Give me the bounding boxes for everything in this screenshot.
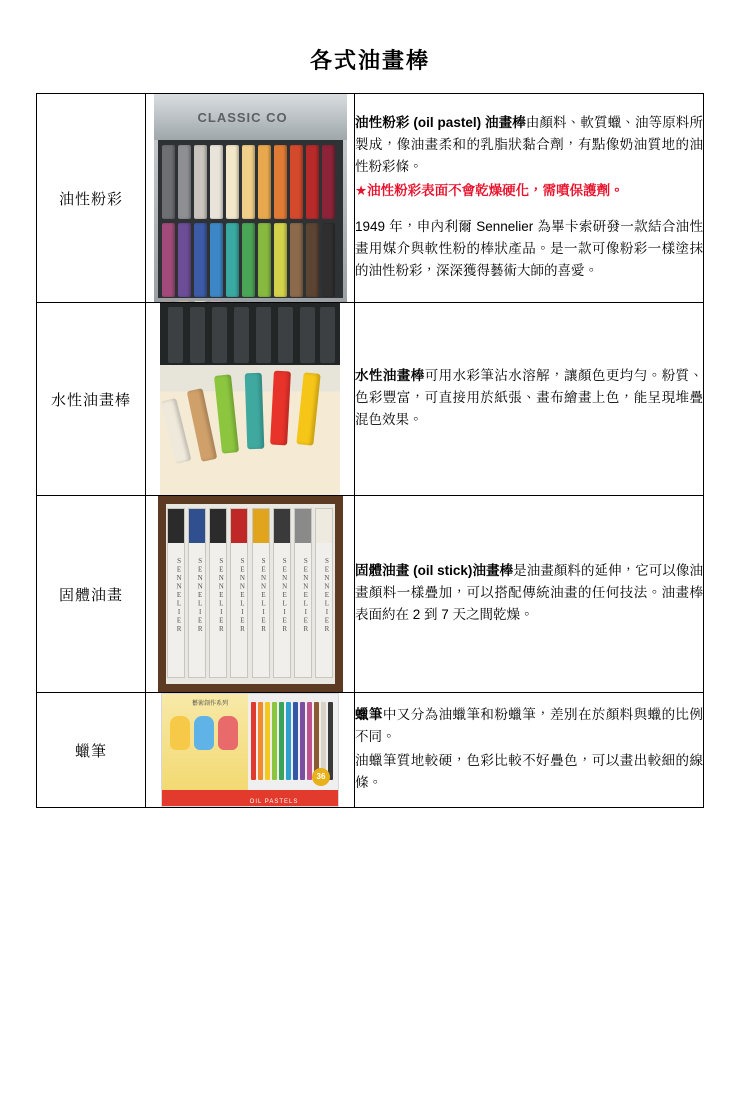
row-image-cell (146, 693, 355, 808)
desc-term: 固體油畫 (oil stick)油畫棒 (355, 563, 514, 579)
crayon-count-badge: 36 (312, 768, 330, 786)
oil-stick-brand-label: SENNELIER (259, 557, 268, 634)
crayon-bottom-label: OIL PASTELS (249, 799, 299, 805)
desc-term: 蠟筆 (355, 707, 383, 723)
row-description-cell (355, 94, 704, 303)
row-label-water-soluble: 水性油畫棒 (37, 303, 146, 496)
cartoon-characters (170, 716, 238, 750)
oil-stick-brand-label: SENNELIER (322, 557, 331, 634)
oil-stick-brand-label: SENNELIER (238, 557, 247, 634)
desc-term: 水性油畫棒 (355, 368, 425, 384)
oil-stick-brand-label: SENNELIER (301, 557, 310, 634)
oil-pastel-tray-photo (154, 94, 347, 302)
pastel-lid-label: CLASSIC CO (197, 110, 288, 125)
row-image-cell (146, 94, 355, 303)
row-description-cell (355, 496, 704, 693)
desc-highlight-note: ★油性粉彩表面不會乾燥硬化，需噴保護劑。 (355, 183, 624, 199)
row-label-oil-stick: 固體油畫 (37, 496, 146, 693)
table-row (37, 496, 704, 693)
desc-text: 中又分為油蠟筆和粉蠟筆，差別在於顏料與蠟的比例不同。 (355, 707, 703, 745)
oil-stick-brand-label: SENNELIER (175, 557, 184, 634)
row-label-oil-pastel: 油性粉彩 (37, 94, 146, 303)
oil-stick-tray (166, 504, 335, 684)
document-page (0, 44, 740, 1104)
table-row (37, 303, 704, 496)
row-description-cell (355, 693, 704, 808)
pastel-tray (158, 140, 343, 298)
dark-sticks-row (160, 303, 340, 365)
row-image-cell (146, 496, 355, 693)
desc-paragraph (355, 112, 703, 178)
desc-paragraph (355, 365, 703, 431)
water-soluble-oil-sticks-photo (160, 303, 340, 495)
desc-paragraph (355, 560, 703, 626)
oil-stick-brand-label: SENNELIER (196, 557, 205, 634)
crayon-top-label: 藝術創作系列 (192, 701, 229, 707)
oil-stick-brand-label: SENNELIER (280, 557, 289, 634)
desc-paragraph-2: 油蠟筆質地較硬，色彩比較不好疊色，可以畫出較細的線條。 (355, 753, 703, 790)
table-row (37, 693, 704, 808)
table-row (37, 94, 704, 303)
sennelier-oil-sticks-box-photo (158, 496, 343, 692)
desc-term: 油性粉彩 (oil pastel) 油畫棒 (355, 115, 526, 131)
pastel-types-table (36, 93, 704, 808)
row-image-cell (146, 303, 355, 496)
row-label-crayon: 蠟筆 (37, 693, 146, 808)
desc-text: 可用水彩筆沾水溶解，讓顏色更均勻。粉質、色彩豐富，可直接用於紙張、畫布繪畫上色，能呈現堆疊混色效果。 (355, 368, 703, 427)
desc-history: 1949 年，申內利爾 Sennelier 為畢卡索研發一款結合油性畫用媒介與軟性粉的棒狀產品。是一款可像粉彩一樣塗抹的油性粉彩，深深獲得藝術大師的喜愛。 (355, 218, 703, 278)
desc-text: 是油畫顏料的延伸，它可以像油畫顏料一樣疊加，可以搭配傳統油畫的任何技法。油畫棒表面約在 2 到 7 天之間乾燥。 (355, 563, 703, 622)
row-description-cell (355, 303, 704, 496)
oil-pastels-crayon-box-photo (161, 693, 339, 807)
crayon-bottom-bar (162, 790, 338, 806)
desc-paragraph (355, 704, 703, 748)
oil-stick-brand-label: SENNELIER (217, 557, 226, 634)
page-title: 各式油畫棒 (309, 48, 430, 73)
desc-text: 由顏料、軟質蠟、油等原料所製成，像油畫柔和的乳脂狀黏合劑，有點像奶油質地的油性粉彩條。 (355, 115, 704, 175)
